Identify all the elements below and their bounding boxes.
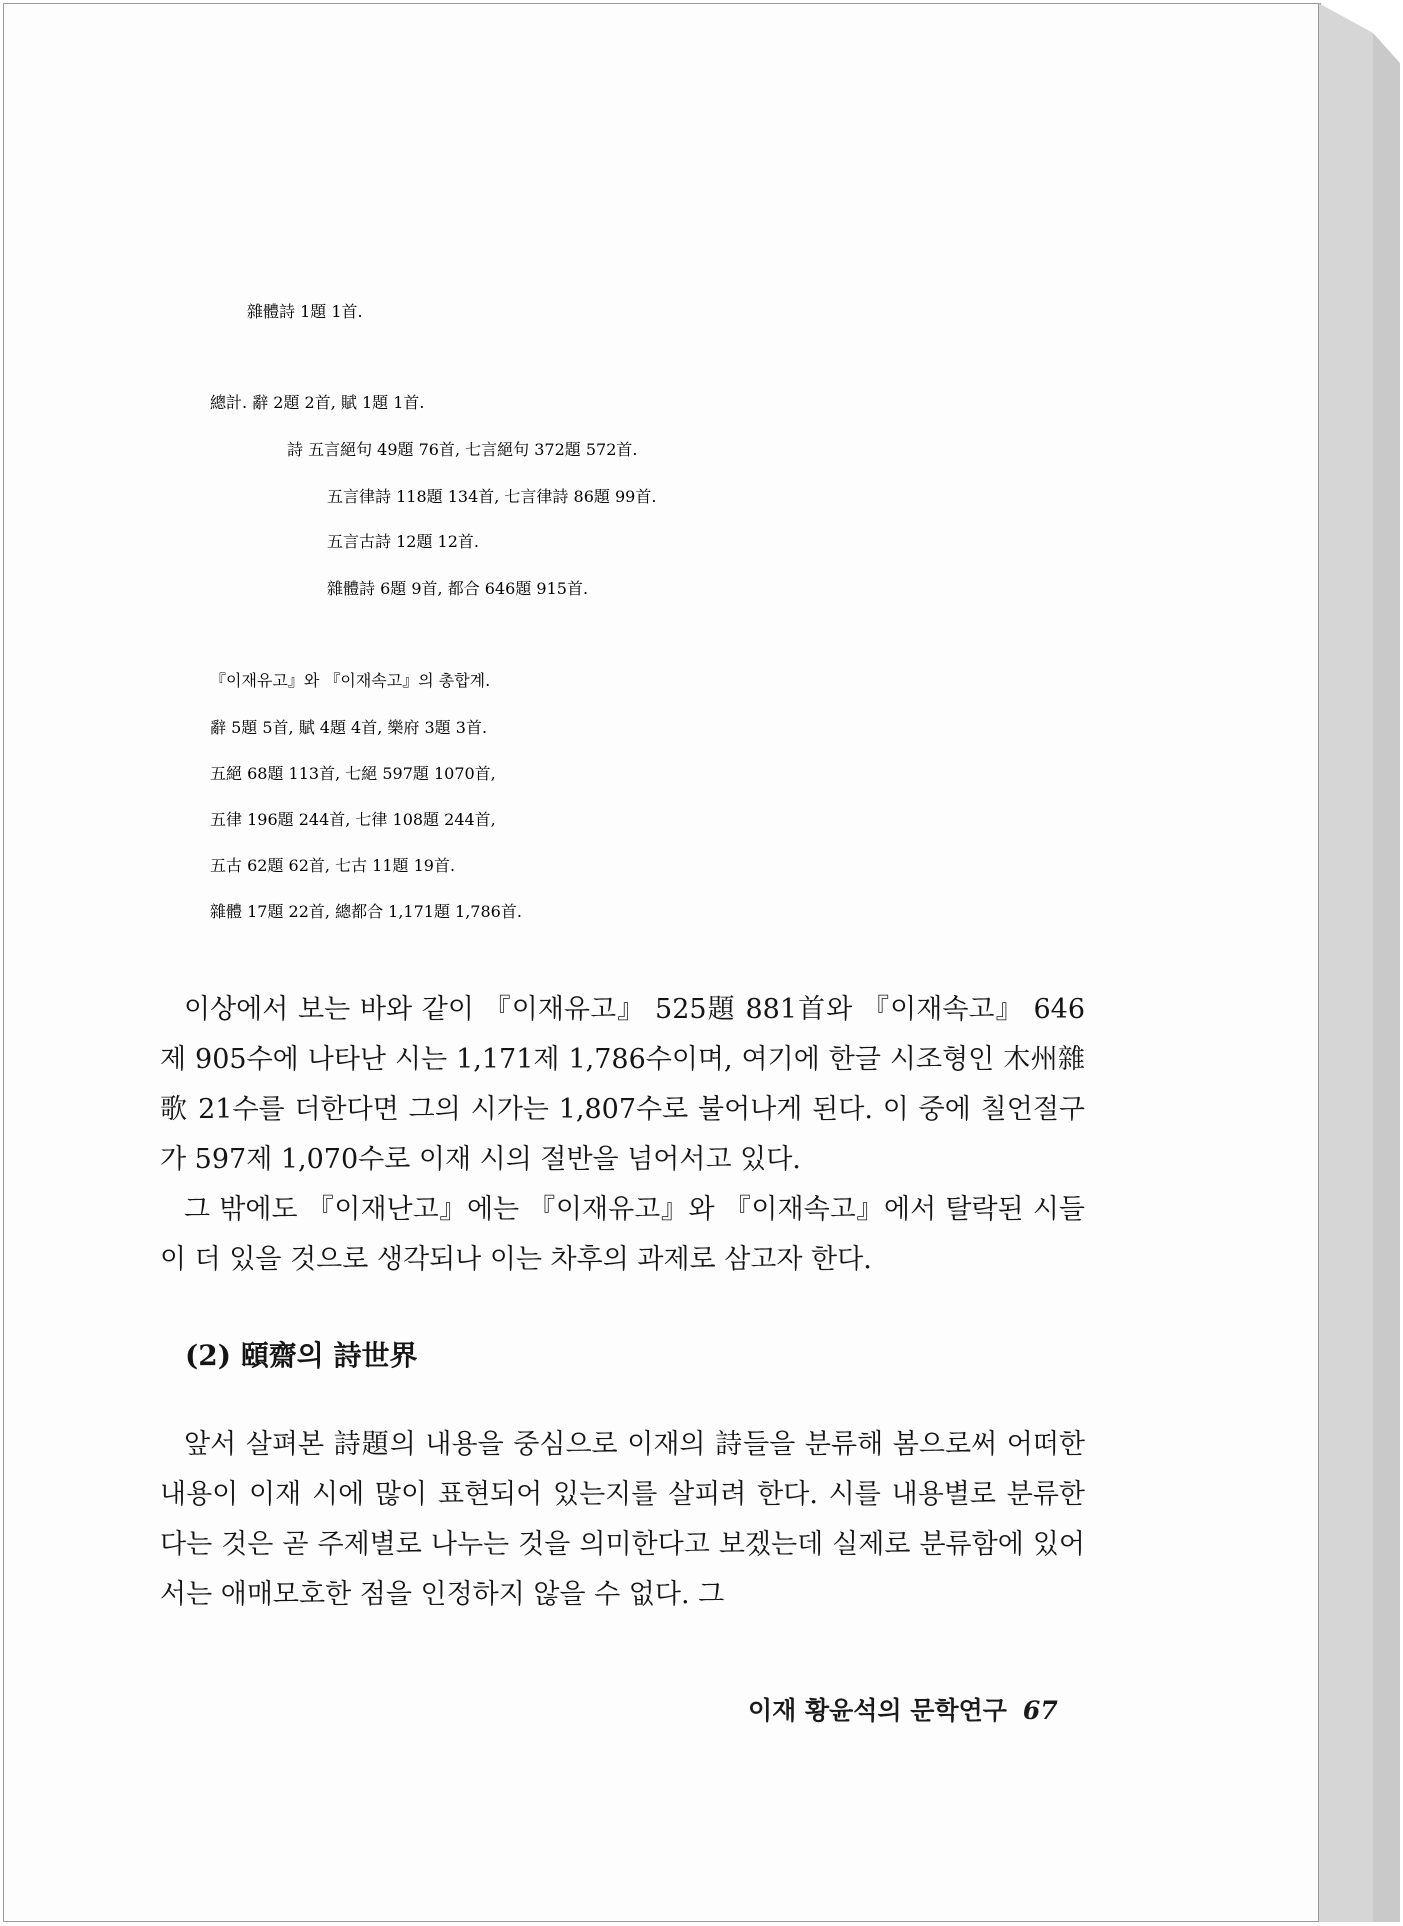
combined-line: 雜體 17題 22首, 總都合 1,171題 1,786首. — [210, 902, 522, 921]
paragraph — [160, 1420, 1085, 1620]
totals-line: 詩 五言絕句 49題 76首, 七言絕句 372題 572首. — [287, 440, 638, 459]
paragraph-text: 이상에서 보는 바와 같이 『이재유고』 525題 881首와 『이재속고』 646제 905수에 나타난 시는 1,171제 1,786수이며, 여기에 한글 시조형인 木州雜歌 21수를 더한다면 그의 시가는 1,807수로 불어나게 된다. 이 중에 칠언절구가 597제 1,070수로 이재 시의 절반을 넘어서고 있다. — [160, 994, 1085, 1175]
book-page — [3, 3, 1321, 1922]
page-edge-shadow — [1318, 3, 1400, 1922]
list-line: 雜體詩 1題 1首. — [247, 302, 363, 321]
combined-line: 五古 62題 62首, 七古 11題 19首. — [210, 856, 456, 875]
paragraph-text: 그 밖에도 『이재난고』에는 『이재유고』와 『이재속고』에서 탈락된 시들이 더 있을 것으로 생각되나 이는 차후의 과제로 삼고자 한다. — [160, 1194, 1085, 1275]
combined-line: 『이재유고』와 『이재속고』의 총합계. — [210, 671, 491, 690]
page-footer — [748, 1691, 1058, 1727]
running-title: 이재 황윤석의 문학연구 — [748, 1696, 1007, 1725]
section-heading: (2) 頤齋의 詩世界 — [185, 1339, 418, 1372]
page-number: 67 — [1022, 1696, 1058, 1725]
combined-line: 辭 5題 5首, 賦 4題 4首, 樂府 3題 3首. — [210, 718, 488, 737]
totals-line: 總計. 辭 2題 2首, 賦 1題 1首. — [210, 393, 425, 412]
combined-line: 五律 196題 244首, 七律 108題 244首, — [210, 810, 496, 829]
combined-line: 五絕 68題 113首, 七絕 597題 1070首, — [210, 764, 496, 783]
paragraph-text: 앞서 살펴본 詩題의 내용을 중심으로 이재의 詩들을 분류해 봄으로써 어떠한 내용이 이재 시에 많이 표현되어 있는지를 살피려 한다. 시를 내용별로 분류한다는 것은 곧 주제별로 나누는 것을 의미한다고 보겠는데 실제로 분류함에 있어서는 애매모호한 점을 인정하지 않을 수 없다. 그 — [160, 1429, 1085, 1610]
paragraph — [160, 985, 1085, 1185]
totals-line: 五言律詩 118題 134首, 七言律詩 86題 99首. — [327, 487, 657, 506]
totals-line: 雜體詩 6題 9首, 都合 646題 915首. — [327, 579, 589, 598]
paragraph — [160, 1185, 1085, 1285]
totals-line: 五言古詩 12題 12首. — [327, 532, 479, 551]
